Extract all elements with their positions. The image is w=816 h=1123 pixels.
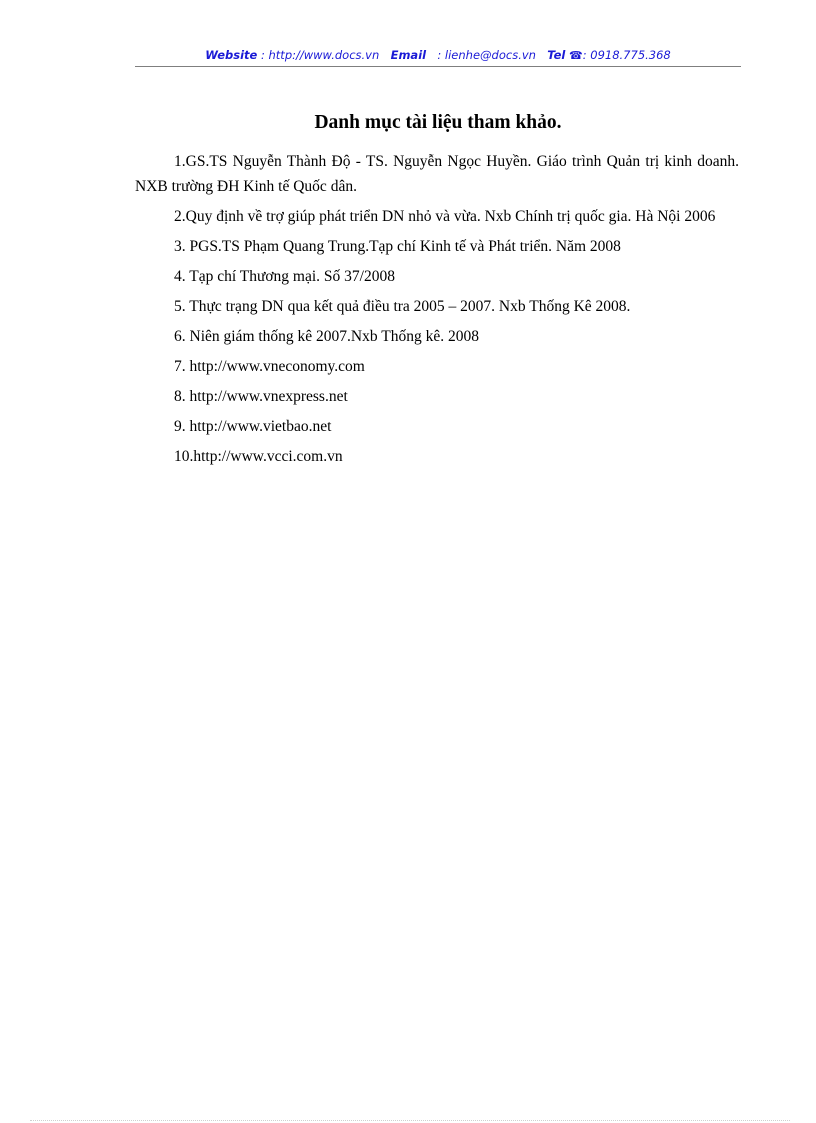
website-link[interactable]: : http://www.docs.vn	[260, 48, 380, 62]
reference-link-item[interactable]: 9. http://www.vietbao.net	[174, 418, 332, 435]
page-title: Danh mục tài liệu tham khảo.	[314, 112, 562, 133]
phone-icon: ☎	[569, 49, 583, 62]
reference-link-item[interactable]: 8. http://www.vnexpress.net	[174, 388, 348, 405]
footer-divider	[30, 1120, 790, 1121]
reference-item: 1.GS.TS Nguyễn Thành Độ - TS. Nguyễn Ngọc Huyền. Giáo trình Quản trị kinh doanh. NXB trường ĐH Kinh tế Quốc dân.	[135, 153, 739, 195]
reference-item: 2.Quy định về trợ giúp phát triển DN nhỏ và vừa. Nxb Chính trị quốc gia. Hà Nội 2006	[174, 208, 716, 225]
email-link[interactable]: : lienhe@docs.vn	[437, 48, 536, 62]
reference-item: 5. Thực trạng DN qua kết quả điều tra 2005 – 2007. Nxb Thống Kê 2008.	[174, 298, 631, 315]
page-header	[135, 46, 741, 67]
reference-link-item[interactable]: 7. http://www.vneconomy.com	[174, 358, 365, 375]
tel-label: Tel	[547, 48, 566, 62]
reference-link-item[interactable]: 10.http://www.vcci.com.vn	[174, 448, 343, 465]
reference-item: 4. Tạp chí Thương mại. Số 37/2008	[174, 268, 395, 285]
reference-item: 3. PGS.TS Phạm Quang Trung.Tạp chí Kinh tế và Phát triển. Năm 2008	[174, 238, 621, 255]
website-label: Website	[205, 48, 258, 62]
tel-value: : 0918.775.368	[582, 48, 671, 62]
reference-list	[135, 149, 739, 474]
email-label: Email	[390, 48, 427, 62]
reference-item: 6. Niên giám thống kê 2007.Nxb Thống kê. 2008	[174, 328, 479, 345]
